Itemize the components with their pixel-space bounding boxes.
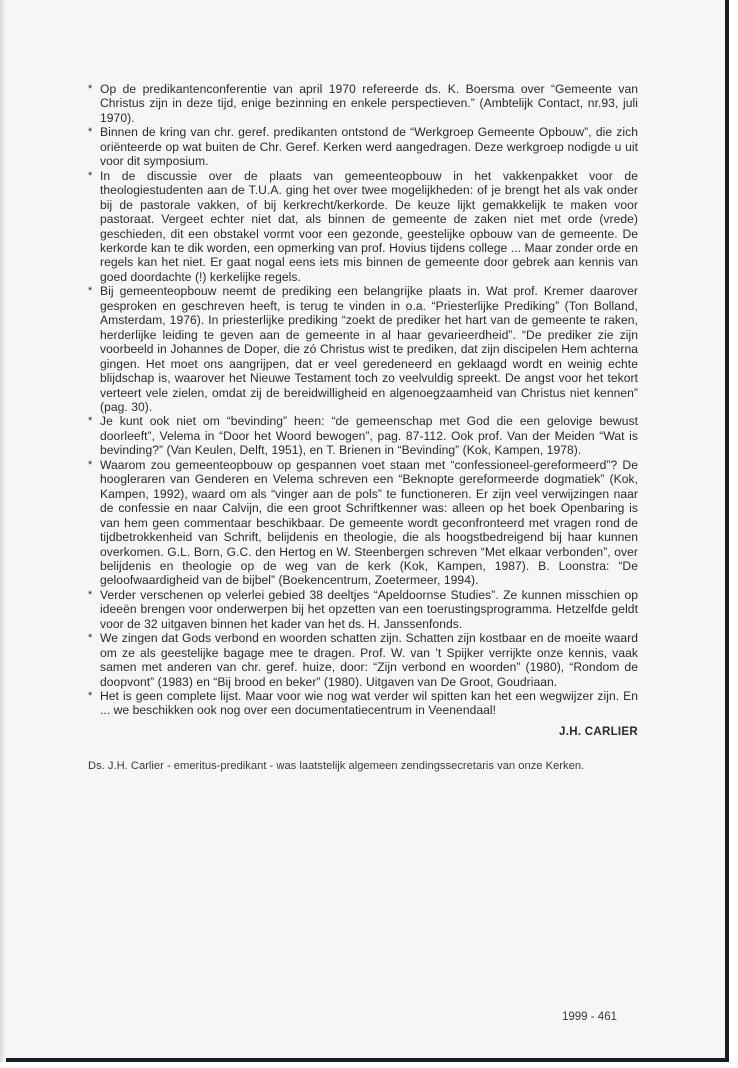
bullet-asterisk: * (88, 126, 93, 139)
bullet-asterisk: * (88, 285, 93, 298)
note-text: In de discussie over de plaats van gemeenteopbouw in het vakkenpakket voor de theologiestudenten aan de T.U.A. ging het over twee mogelijkheden: of je brengt het als vak onder bij de pastorale vakken, of bij kerkrecht/kerkorde. De keuze lijkt gemakkelijk te maken voor pastoraat. Vergeet echter niet dat, als binnen de gemeente de zaken niet met orde (vrede) geschieden, dit een obstakel vormt voor een gezonde, geestelijke opbouw van de gemeente. De kerkorde kan te dik worden, een opmerking van prof. Hovius tijdens college ... Maar zonder orde en regels kan het niet. Er gaat nogal eens iets mis binnen de gemeente door gebrek aan kennis van goed doordachte (!) kerkelijke regels. (100, 168, 638, 284)
page-number: 1999 - 461 (562, 1011, 617, 1023)
bullet-asterisk: * (88, 588, 93, 601)
note-item (88, 689, 638, 718)
article-body (88, 82, 638, 785)
note-text: Binnen de kring van chr. geref. predikanten ontstond de “Werkgroep Gemeente Opbouw”, die zich oriënteerde op wat buiten de Chr. Geref. Kerken werd aangedragen. Deze werkgroep nodigde u uit voor dit symposium. (100, 125, 638, 169)
author-signature: J.H. CARLIER (559, 725, 638, 738)
author-bio: Ds. J.H. Carlier - emeritus-predikant - was laatstelijk algemeen zendingssecretaris van onze Kerken. (88, 759, 585, 772)
note-item (88, 169, 638, 285)
note-text: Waarom zou gemeenteopbouw op gespannen voet staan met “confessioneel-gereformeerd”? De hoogleraren van Genderen en Velema schreven een “Beknopte gereformeerde dogmatiek” (Kok, Kampen, 1992), waard om als “vinger aan de pols” te functioneren. Er zijn veel verwijzingen naar de confessie en naar Calvijn, die een groot Schriftkenner was: alleen op het boek Openbaring is van hem geen commentaar beschikbaar. De gemeente wordt geconfronteerd met vragen rond de tijdbetrokkenheid van Schrift, belijdenis en theologie, die als hoogstbedreigend bij haar kunnen overkomen. G.L. Born, G.C. den Hertog en W. Steenbergen schreven “Met elkaar verbonden”, over belijdenis en theologie op de weg van de kerk (Kok, Kampen, 1987). B. Loonstra: “De geloofwaardigheid van de bijbel” (Boekencentrum, Zoetermeer, 1994). (100, 457, 638, 588)
note-item (88, 631, 638, 689)
bullet-asterisk: * (88, 458, 93, 471)
note-item (88, 588, 638, 631)
page-binding-shadow (0, 0, 6, 1062)
note-text: Op de predikantenconferentie van april 1970 refereerde ds. K. Boersma over “Gemeente van Christus zijn in deze tijd, enige bezinning en enkele perspectieven.” (Ambtelijk Contact, nr.93, juli 1970). (100, 82, 638, 125)
bullet-asterisk: * (88, 415, 93, 428)
note-item (88, 82, 638, 125)
bullet-asterisk: * (88, 169, 93, 182)
notes-list (88, 82, 638, 718)
note-item (88, 458, 638, 588)
bullet-asterisk: * (88, 690, 93, 703)
note-text: Verder verschenen op velerlei gebied 38 deeltjes “Apeldoornse Studies”. Ze kunnen misschien op ideeën brengen voor onderwerpen bij het opzetten van een toerustingsprogramma. Hetzelfde geldt voor de 32 uitgaven binnen het kader van het ds. H. Janssenfonds. (100, 587, 638, 631)
note-item (88, 414, 638, 457)
note-item (88, 125, 638, 168)
note-text: We zingen dat Gods verbond en woorden schatten zijn. Schatten zijn kostbaar en de moeite waard om ze als geestelijke bagage mee te dragen. Prof. W. van ’t Spijker verrijkte onze kennis, vaak samen met anderen van chr. geref. huize, door: “Zijn verbond en woorden” (1980), “Rondom de doopvont” (1983) en “Bij brood en beker” (1980). Uitgaven van De Groot, Goudriaan. (100, 631, 638, 689)
note-text: Je kunt ook niet om “bevinding” heen: “de gemeenschap met God die een gelovige bewust doorleeft”, Velema in “Door het Woord bewogen”, pag. 87-112. Ook prof. Van der Meiden “Wat is bevinding?” (Van Keulen, Delft, 1951), en T. Brienen in “Bevinding” (Kok, Kampen, 1978). (100, 414, 638, 458)
bullet-asterisk: * (88, 83, 93, 95)
bullet-asterisk: * (88, 632, 93, 645)
note-item (88, 284, 638, 414)
note-text: Het is geen complete lijst. Maar voor wie nog wat verder wil spitten kan het een wegwijzer zijn. En ... we beschikken ook nog over een documentatiecentrum in Veenendaal! (100, 689, 638, 718)
note-text: Bij gemeenteopbouw neemt de prediking een belangrijke plaats in. Wat prof. Kremer daarover gesproken en geschreven heeft, is terug te vinden in o.a. “Priesterlijke Prediking” (Ton Bolland, Amsterdam, 1976). In priesterlijke prediking “zoekt de prediker het hart van de gemeente te raken, herderlijke leiding te geven aan de gemeente in al haar gevarieerdheid”. “De prediker zie zijn voorbeeld in Johannes de Doper, die zó Christus wist te prediken, dat zijn discipelen Hem achterna gingen. Het moet ons aangrijpen, dat er veel geredeneerd en geklaagd wordt en weinig echte blijdschap is, waarover het Nieuwe Testament toch zo veelvuldig spreekt. De angst voor het tekort verteert vele zielen, omdat zij de bereidwilligheid en algenoegzaamheid van Christus niet kennen” (pag. 30). (100, 284, 638, 414)
